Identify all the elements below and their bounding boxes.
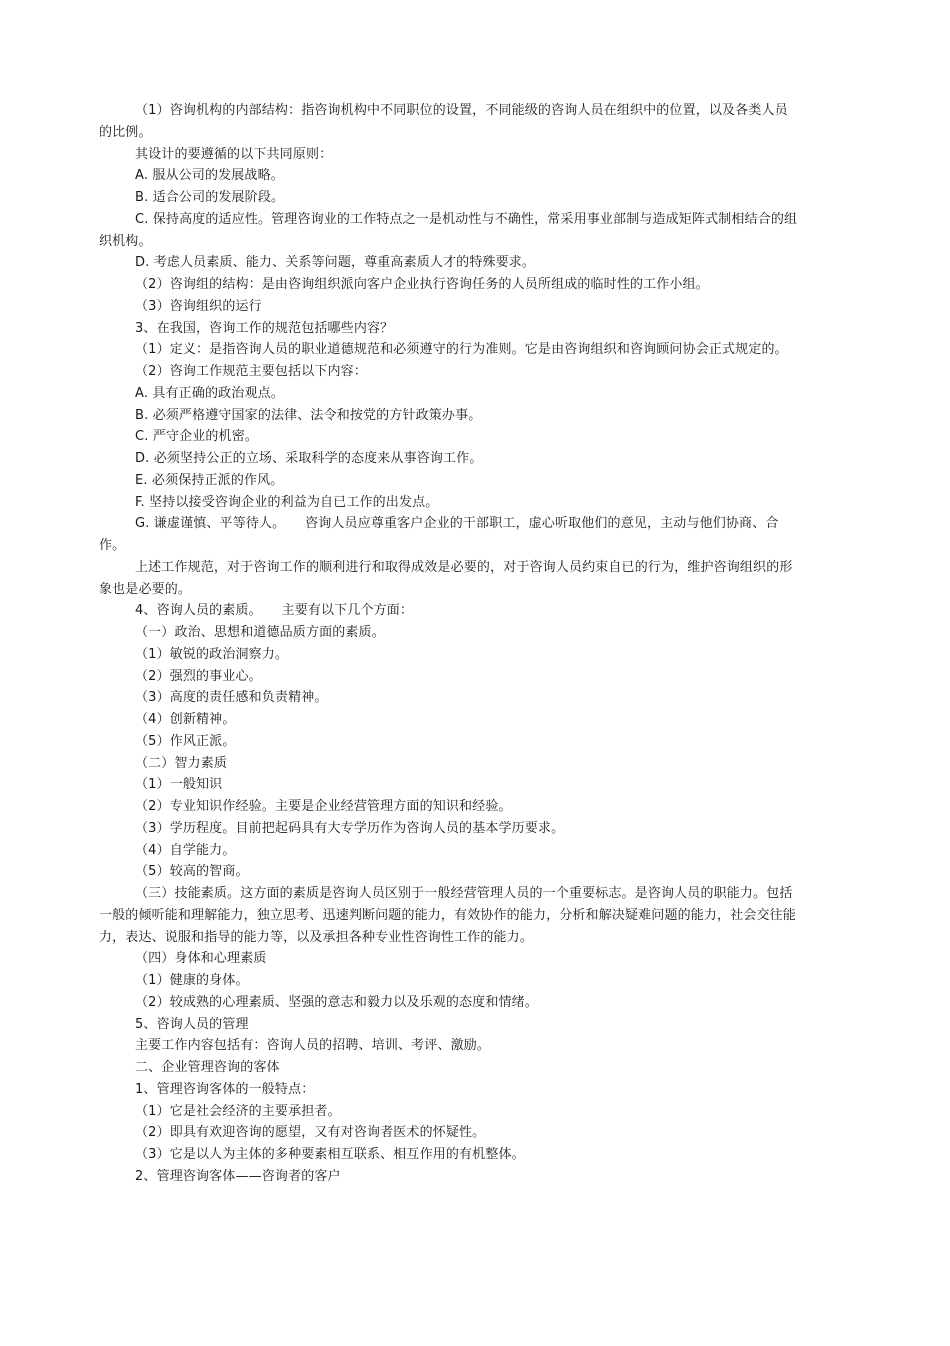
paragraph: （三）技能素质。这方面的素质是咨询人员区别于一般经营管理人员的一个重要标志。是咨询人员的职能力。包括一般的倾听能和理解能力，独立思考、迅速判断问题的能力，有效协作的能力，分析和解决疑难问题的能力，社会交往能力，表达、说服和指导的能力等，以及承担各种专业性咨询性工作的能力。 [99,886,796,945]
paragraph: （1）敏锐的政治洞察力。 [135,646,289,662]
paragraph: （2）专业知识作经验。主要是企业经营管理方面的知识和经验。 [135,799,512,814]
paragraph: （5）作风正派。 [135,733,236,749]
paragraph: 二、企业管理咨询的客体 [135,1060,280,1075]
paragraph: B. 适合公司的发展阶段。 [135,190,285,205]
document-body [99,100,799,1188]
paragraph: （2）即具有欢迎咨询的愿望，又有对咨询者医术的怀疑性。 [135,1125,486,1141]
paragraph: D. 必须坚持公正的立场、采取科学的态度来从事咨询工作。 [135,451,483,466]
paragraph: （3）咨询组织的运行 [135,298,262,314]
paragraph: （1）健康的身体。 [135,973,249,988]
paragraph: 3、在我国，咨询工作的规范包括哪些内容？ [135,320,394,336]
paragraph: （5）较高的智商。 [135,864,249,880]
paragraph: （二）智力素质 [135,755,228,771]
paragraph: 5、咨询人员的管理 [135,1016,249,1032]
paragraph: A. 服从公司的发展战略。 [135,168,284,184]
paragraph: 上述工作规范，对于咨询工作的顺利进行和取得成效是必要的，对于咨询人员约束自已的行为，维护咨询组织的形象也是必要的。 [99,559,793,597]
paragraph: C. 严守企业的机密。 [135,429,258,445]
paragraph: （4）创新精神。 [135,712,236,727]
paragraph: （四）身体和心理素质 [135,951,267,967]
paragraph: 2、管理咨询客体——咨询者的客户 [135,1168,341,1184]
paragraph: 主要工作内容包括有：咨询人员的招聘、培训、考评、激励。 [135,1038,491,1054]
paragraph: （1）它是社会经济的主要承担者。 [135,1103,341,1119]
paragraph: （一）政治、思想和道德品质方面的素质。 [135,625,385,640]
paragraph: G. 谦虚谨慎、平等待人。 咨询人员应尊重客户企业的干部职工，虚心听取他们的意见，主动与他们协商、合作。 [99,516,779,553]
paragraph: （2）强烈的事业心。 [135,668,262,684]
paragraph: E. 必须保持正派的作风。 [135,472,284,488]
paragraph: （2）较成熟的心理素质、坚强的意志和毅力以及乐观的态度和情绪。 [135,994,538,1010]
paragraph: （1）定义：是指咨询人员的职业道德规范和必须遵守的行为准则。它是由咨询组织和咨询顾问协会正式规定的。 [135,342,788,358]
paragraph: F. 坚持以接受咨询企业的利益为自已工作的出发点。 [135,494,439,510]
paragraph: （1）一般知识 [135,777,223,793]
paragraph: （3）它是以人为主体的多种要素相互联系、相互作用的有机整体。 [135,1147,525,1162]
paragraph: 1、管理咨询客体的一般特点： [135,1081,315,1097]
paragraph: A. 具有正确的政治观点。 [135,385,284,401]
paragraph: （3）学历程度。目前把起码具有大专学历作为咨询人员的基本学历要求。 [135,820,565,836]
paragraph: B. 必须严格遵守国家的法律、法令和按党的方针政策办事。 [135,407,482,423]
paragraph: 其设计的要遵循的以下共同原则： [135,146,333,162]
paragraph: （2）咨询工作规范主要包括以下内容： [135,364,367,379]
paragraph: （4）自学能力。 [135,842,236,858]
paragraph: （1）咨询机构的内部结构：指咨询机构中不同职位的设置，不同能级的咨询人员在组织中的位置，以及各类人员的比例。 [99,103,788,140]
paragraph: 4、咨询人员的素质。 主要有以下几个方面： [135,603,414,619]
paragraph: （2）咨询组的结构：是由咨询组织派向客户企业执行咨询任务的人员所组成的临时性的工作小组。 [135,277,709,292]
paragraph: （3）高度的责任感和负责精神。 [135,690,328,706]
paragraph: D. 考虑人员素质、能力、关系等问题，尊重高素质人才的特殊要求。 [135,255,536,271]
paragraph: C. 保持高度的适应性。管理咨询业的工作特点之一是机动性与不确性，常采用事业部制与造成矩阵式制相结合的组织机构。 [99,211,798,249]
